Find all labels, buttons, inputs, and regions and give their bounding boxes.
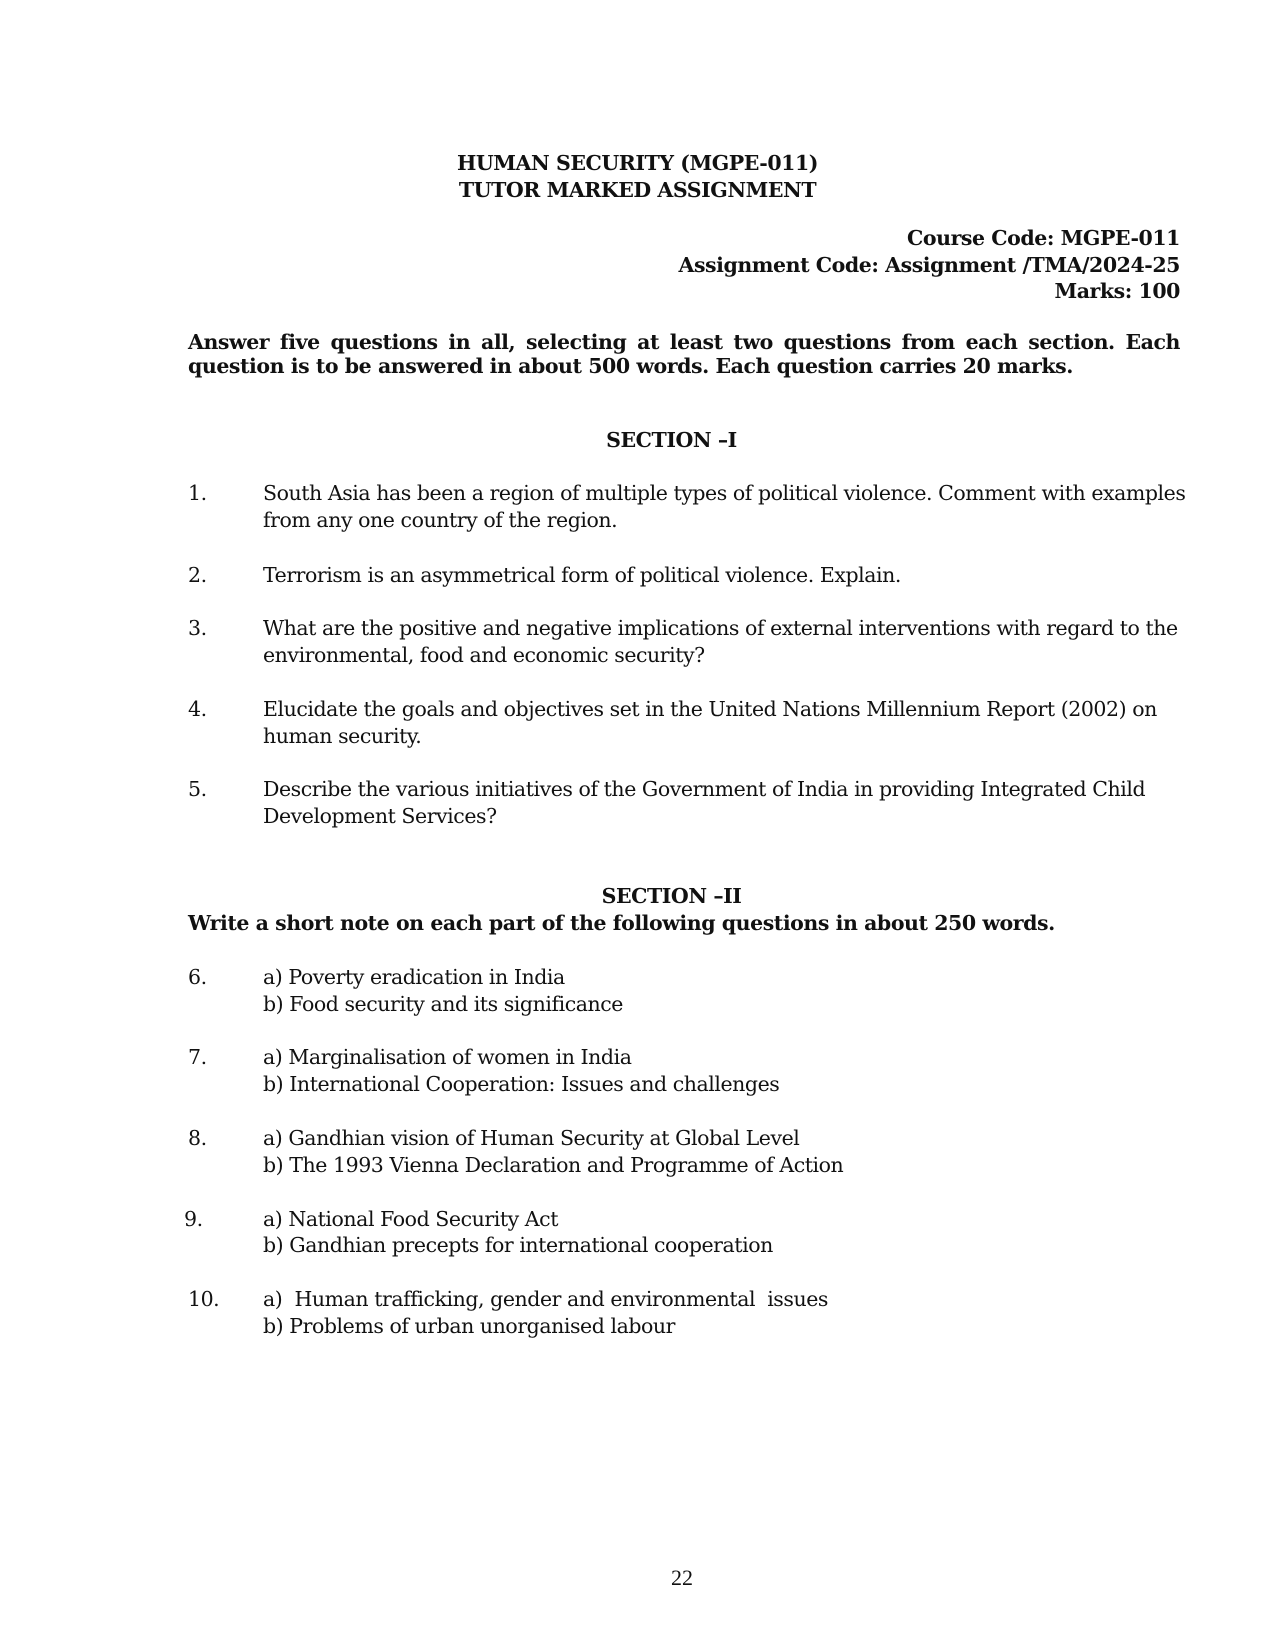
question-part: a) National Food Security Act xyxy=(263,1207,558,1231)
question-text-line: What are the positive and negative implications of external interventions with regard to the xyxy=(263,616,1178,640)
question-part: b) Problems of urban unorganised labour xyxy=(263,1314,676,1338)
marks: Marks: 100 xyxy=(1054,279,1180,303)
question-number: 9. xyxy=(184,1207,203,1231)
question-number: 4. xyxy=(188,697,207,721)
question-text-line: environmental, food and economic security? xyxy=(263,643,705,667)
question-part: b) International Cooperation: Issues and challenges xyxy=(263,1072,780,1096)
document-subtitle: TUTOR MARKED ASSIGNMENT xyxy=(458,178,817,202)
question-number: 8. xyxy=(188,1126,207,1150)
question-number: 10. xyxy=(188,1287,220,1311)
page-number: 22 xyxy=(671,1565,693,1590)
section-2-instruction: Write a short note on each part of the following questions in about 250 words. xyxy=(188,911,1055,935)
question-text-line: South Asia has been a region of multiple types of political violence. Comment with examples xyxy=(263,481,1186,505)
general-instructions: Answer five questions in all, selecting at least two questions from each section. Each question is to be answered in about 500 words. Each question carries 20 marks. xyxy=(188,330,1180,378)
question-part: a) Human trafficking, gender and environmental issues xyxy=(263,1287,828,1311)
question-text-line: Elucidate the goals and objectives set in the United Nations Millennium Report (2002) on xyxy=(263,697,1157,721)
question-text-line: Terrorism is an asymmetrical form of political violence. Explain. xyxy=(263,563,901,587)
question-number: 7. xyxy=(188,1045,207,1069)
question-text-line: from any one country of the region. xyxy=(263,508,618,532)
question-number: 5. xyxy=(188,777,207,801)
question-text-line: human security. xyxy=(263,724,422,748)
question-part: b) Food security and its significance xyxy=(263,992,623,1016)
question-number: 2. xyxy=(188,563,207,587)
section-2-heading: SECTION –II xyxy=(601,884,742,908)
question-number: 6. xyxy=(188,965,207,989)
section-1-heading: SECTION –I xyxy=(606,428,737,452)
question-part: b) The 1993 Vienna Declaration and Programme of Action xyxy=(263,1153,844,1177)
document-title: HUMAN SECURITY (MGPE-011) xyxy=(456,151,819,175)
question-number: 1. xyxy=(188,481,207,505)
question-part: a) Marginalisation of women in India xyxy=(263,1045,632,1069)
question-part: a) Poverty eradication in India xyxy=(263,965,565,989)
question-part: b) Gandhian precepts for international cooperation xyxy=(263,1233,773,1257)
question-part: a) Gandhian vision of Human Security at Global Level xyxy=(263,1126,800,1150)
question-number: 3. xyxy=(188,616,207,640)
assignment-code: Assignment Code: Assignment /TMA/2024-25 xyxy=(678,253,1180,277)
course-code: Course Code: MGPE-011 xyxy=(907,226,1180,250)
question-text-line: Development Services? xyxy=(263,804,497,828)
question-text-line: Describe the various initiatives of the Government of India in providing Integrated Child xyxy=(263,777,1146,801)
